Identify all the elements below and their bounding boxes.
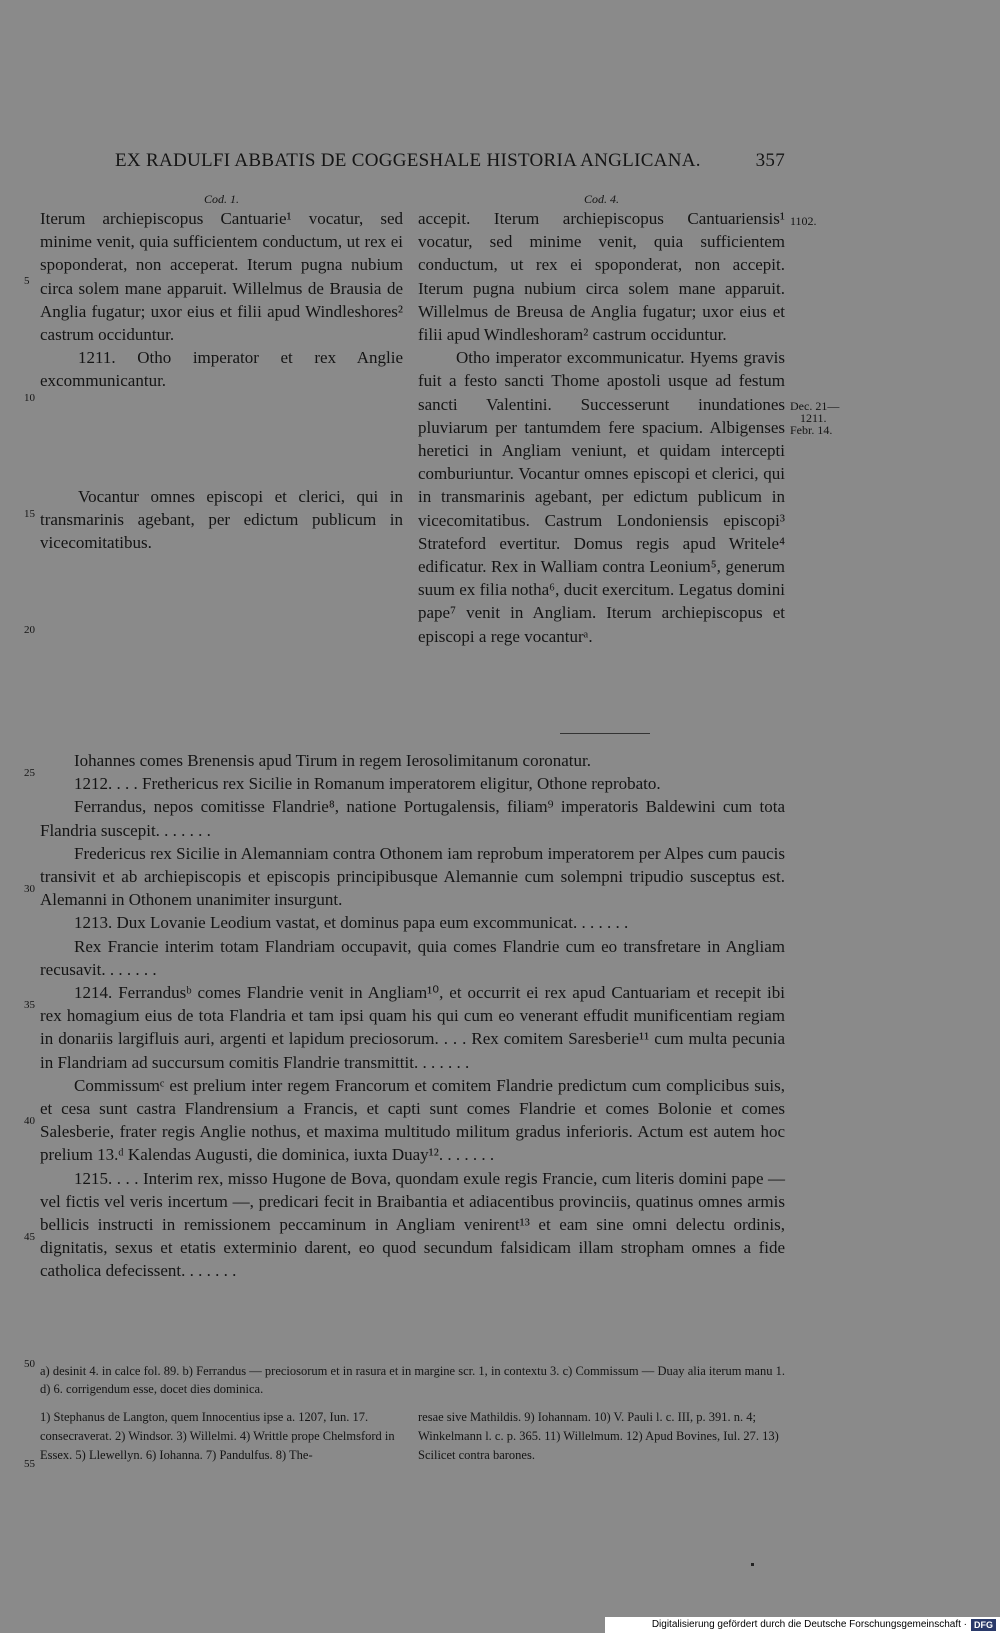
full-paragraph: Commissumᶜ est prelium inter regem Francorum et comitem Flandrie predictum cum complicibus suis, et cesa sunt castra Flandrensium a Francis, et capti sunt comes Flandrie et comes Bolonie et comes Salesberie, frater regis Anglie nothus, et maxima multitudo militum gradus inferioris. Actum est autem hoc prelium 13.ᵈ Kalendas Augusti, die dominica, iuxta Duay¹². . . . . . .: [40, 1075, 785, 1165]
left-column-cod1: [40, 192, 403, 554]
line-number: 50: [24, 1358, 35, 1370]
full-width-text: [40, 749, 785, 1283]
margin-year-1102: 1102.: [790, 214, 817, 228]
footnotes-left: 1) Stephanus de Langton, quem Innocentius ipse a. 1207, Iun. 17. consecraverat. 2) Windsor. 3) Willelmi. 4) Writtle prope Chelmsford in Essex. 5) Llewellyn. 6) Iohanna. 7) Pandulfus. 8) The-: [40, 1410, 395, 1462]
column-end-rule: [560, 733, 650, 734]
full-paragraph: Fredericus rex Sicilie in Alemanniam contra Othonem iam reprobum imperatorem per Alpes cum paucis transivit et ab archiepiscopis et episcopis principibusque Alemannie cum solempni tripudio susceptus est. Alemanni in Othonem unanimiter insurgunt.: [40, 843, 785, 910]
page-number: 357: [755, 150, 785, 171]
full-paragraph: 1212. . . . Frethericus rex Sicilie in Romanum imperatorem eligitur, Othone reprobato.: [74, 774, 661, 794]
line-number: 10: [24, 392, 35, 404]
line-number: 35: [24, 999, 35, 1011]
full-paragraph: Rex Francie interim totam Flandriam occupavit, quia comes Flandrie cum eo transfretare in Angliam recusavit. . . . . . .: [40, 936, 785, 979]
full-paragraph: Iohannes comes Brenensis apud Tirum in regem Ierosolimitanum coronatur.: [74, 751, 591, 770]
right-paragraph-1: accepit. Iterum archiepiscopus Cantuariensis¹ vocatur, sed minime venit, quia sufficientem conductum, ut rex ei spoponderat, non accepit. Iterum pugna nubium circa solem mane apparuit. Willelmus de Breusa de Anglia fugatur; uxor eius et filii apud Windleshoram² castrum occiduntur.: [418, 209, 785, 345]
line-number: 30: [24, 883, 35, 895]
dfg-logo-icon: DFG: [971, 1619, 996, 1631]
codex-label-left: Cod. 1.: [203, 192, 239, 206]
margin-year-1211: 1211.: [800, 411, 827, 425]
left-paragraph-2: 1211. Otho imperator et rex Anglie excommunicantur.: [40, 348, 403, 391]
line-number: 15: [24, 508, 35, 520]
line-number: 20: [24, 624, 35, 636]
codex-label-right: Cod. 4.: [583, 192, 619, 206]
page-speck: [751, 1563, 754, 1566]
right-paragraph-2: Otho imperator excommunicatur. Hyems gravis fuit a festo sancti Thome apostoli usque ad festum sancti Valentini. Successerunt inundationes pluviarum per tantumdem fere spacium. Albigenses heretici in Angliam veniunt, et quidam intercepti comburiuntur. Vocantur omnes episcopi et clerici, qui in transmarinis agebant, per edictum publicum in vicecomitatibus. Castrum Londoniensis episcopi³ Strateford evertitur. Domus regis apud Writele⁴ edificatur. Rex in Walliam contra Leonium⁵, generum suum ex filia notha⁶, ducit exercitum. Legatus domini pape⁷ venit in Angliam. Iterum archiepiscopus et episcopi a rege vocanturᵃ.: [418, 348, 785, 646]
digitization-footer: [605, 1617, 1000, 1633]
margin-febr-14: Febr. 14.: [790, 423, 833, 437]
full-paragraph: 1213. Dux Lovanie Leodium vastat, et dominus papa eum excommunicat. . . . . . .: [74, 913, 629, 933]
full-paragraph: Ferrandus, nepos comitisse Flandrie⁸, natione Portugalensis, filiam⁹ imperatoris Baldewini cum tota Flandria suscepit. . . . . . .: [40, 797, 785, 840]
line-number: 45: [24, 1231, 35, 1243]
left-paragraph-3: Vocantur omnes episcopi et clerici, qui in transmarinis agebant, per edictum publicum in vicecomitatibus.: [40, 486, 403, 553]
line-number: 40: [24, 1115, 35, 1127]
right-column-cod4: [418, 192, 785, 648]
running-header: [115, 150, 785, 172]
header-title: EX RADULFI ABBATIS DE COGGESHALE HISTORIA ANGLICANA.: [115, 150, 701, 171]
margin-dec-21: Dec. 21—: [790, 399, 840, 413]
footnotes-right: resae sive Mathildis. 9) Iohannam. 10) V. Pauli l. c. III, p. 391. n. 4; Winkelmann l. c. p. 365. 11) Willelmum. 12) Apud Bovines, Iul. 27. 13) Scilicet contra barones.: [418, 1410, 779, 1462]
left-gap: [40, 393, 403, 485]
full-paragraph: 1215. . . . Interim rex, misso Hugone de Bova, quondam exule regis Francie, cum literis domini pape — vel fictis vel veris incertum —, predicari fecit in Braibantia et adiacentibus provinciis, quatinus omnes armis bellicis instructi in remissionem peccaminum in Angliam venirent¹³ et eam sine omni delectu ordinis, dignitatis, sexus et etatis exterminio darent, eo quod secundum falsidicam illam stropham omnes a fide catholica defecissent. . . . . . .: [40, 1168, 785, 1281]
critical-apparatus: a) desinit 4. in calce fol. 89. b) Ferrandus — preciosorum et in rasura et in margine scr. 1, in contextu 3. c) Commissum — Duay alia iterum manu 1. d) 6. corrigendum esse, docet dies dominica.: [40, 1364, 785, 1396]
line-number: 55: [24, 1458, 35, 1470]
footer-text: Digitalisierung gefördert durch die Deutsche Forschungsgemeinschaft ·: [651, 1619, 967, 1630]
full-paragraph: 1214. Ferrandusᵇ comes Flandrie venit in Angliam¹⁰, et occurrit ei rex apud Cantuariam et recepit ibi rex homagium eius de tota Flandria et tam ipsi quam his qui cum eo venerant effudit munificentiam regiam in donariis largifluis auri, argenti et lapidum preciosorum. . . . Rex comitem Saresberie¹¹ cum multa pecunia in Flandriam ad succursum comitis Flandrie transmittit. . . . . . .: [40, 983, 785, 1072]
line-number: 25: [24, 767, 35, 779]
line-number: 5: [24, 275, 30, 287]
left-paragraph-1: Iterum archiepiscopus Cantuarie¹ vocatur, sed minime venit, quia sufficientem conductum, ut rex ei spoponderat, non acceperat. Iterum pugna nubium circa solem mane apparuit. Willelmus de Brausia de Anglia fugatur; uxor eius et filii apud Windleshores² castrum occiduntur.: [40, 209, 403, 345]
